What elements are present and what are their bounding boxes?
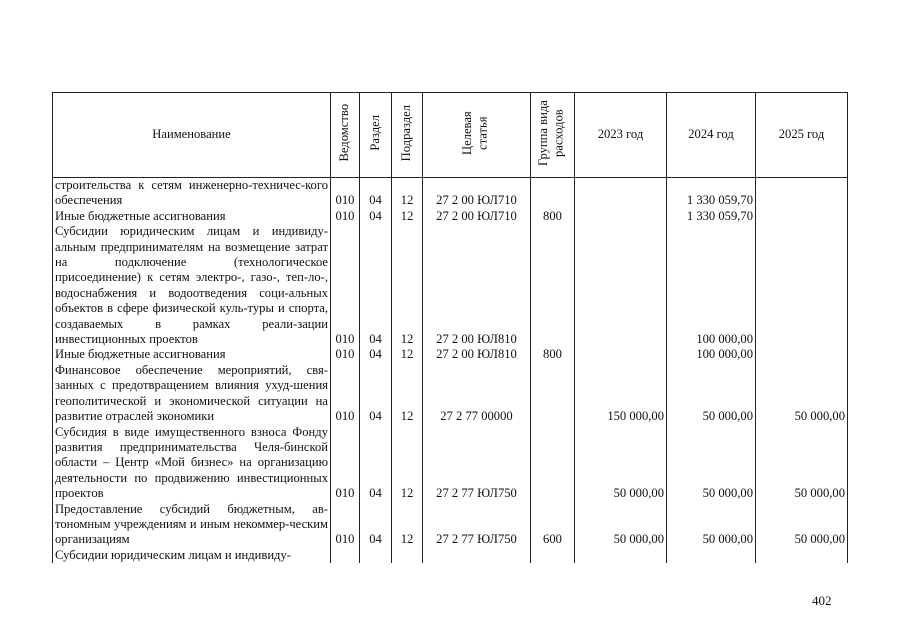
row-name: Финансовое обеспечение мероприятий, свя-занных с предотвращением влияния ухуд-шения геополитической и экономической ситуации на развитие отраслей экономики	[53, 363, 331, 425]
row-2023	[575, 347, 667, 362]
row-target: 27 2 77 ЮЛ750	[423, 502, 531, 548]
header-2024: 2024 год	[667, 93, 756, 178]
row-section: 04	[360, 178, 392, 209]
header-name: Наименование	[53, 93, 331, 178]
header-2025: 2025 год	[756, 93, 848, 178]
row-dept: 010	[331, 178, 360, 209]
row-subsection: 12	[392, 347, 423, 362]
row-2025	[756, 209, 848, 224]
row-section: 04	[360, 224, 392, 347]
row-subsection: 12	[392, 224, 423, 347]
row-2023: 50 000,00	[575, 425, 667, 502]
table-header	[53, 93, 848, 178]
row-name: Иные бюджетные ассигнования	[53, 347, 331, 362]
row-section: 04	[360, 363, 392, 425]
row-dept: 010	[331, 363, 360, 425]
row-group	[531, 363, 575, 425]
row-dept: 010	[331, 209, 360, 224]
row-2023	[575, 178, 667, 209]
row-2025	[756, 224, 848, 347]
row-2023: 50 000,00	[575, 502, 667, 548]
row-target: 27 2 00 ЮЛ710	[423, 209, 531, 224]
row-dept: 010	[331, 425, 360, 502]
row-dept: 010	[331, 347, 360, 362]
row-group	[531, 425, 575, 502]
row-2024: 100 000,00	[667, 347, 756, 362]
row-group	[531, 178, 575, 209]
table-row	[53, 502, 848, 548]
header-subsection: Подраздел	[399, 104, 414, 161]
budget-table	[52, 92, 848, 563]
table-row	[53, 178, 848, 209]
row-2024: 50 000,00	[667, 502, 756, 548]
row-group: 800	[531, 209, 575, 224]
header-section: Раздел	[367, 114, 382, 151]
row-target: 27 2 00 ЮЛ810	[423, 224, 531, 347]
row-target: 27 2 77 00000	[423, 363, 531, 425]
row-group	[531, 548, 575, 563]
row-target	[423, 548, 531, 563]
row-dept: 010	[331, 224, 360, 347]
row-subsection: 12	[392, 209, 423, 224]
table-row	[53, 548, 848, 563]
row-2025	[756, 548, 848, 563]
row-group	[531, 224, 575, 347]
table-row	[53, 224, 848, 347]
row-section	[360, 548, 392, 563]
page-number: 402	[812, 593, 832, 608]
row-name: строительства к сетям инженерно-техничес-кого обеспечения	[53, 178, 331, 209]
row-2024	[667, 548, 756, 563]
table-row	[53, 363, 848, 425]
row-2025: 50 000,00	[756, 425, 848, 502]
row-name: Субсидии юридическим лицам и индивиду-	[53, 548, 331, 563]
row-2024: 50 000,00	[667, 363, 756, 425]
row-dept: 010	[331, 502, 360, 548]
row-section: 04	[360, 502, 392, 548]
row-subsection	[392, 548, 423, 563]
header-dept: Ведомство	[337, 104, 352, 162]
row-name: Субсидии юридическим лицам и индивиду-альным предпринимателям на возмещение затрат на подключение (технологическое присоединение) к сетям электро-, газо-, теп-ло-, водоснабжения и водоотведения соци-альных объектов в сфере физической куль-туры и спорта, создаваемых в рамках реали-зации инвестиционных проектов	[53, 224, 331, 347]
table-row	[53, 209, 848, 224]
row-2023	[575, 209, 667, 224]
row-name: Предоставление субсидий бюджетным, ав-тономным учреждениям и иным некоммер-ческим организациям	[53, 502, 331, 548]
table-row	[53, 347, 848, 362]
row-2025: 50 000,00	[756, 502, 848, 548]
row-2024: 50 000,00	[667, 425, 756, 502]
header-2023: 2023 год	[575, 93, 667, 178]
row-subsection: 12	[392, 425, 423, 502]
row-dept	[331, 548, 360, 563]
row-subsection: 12	[392, 178, 423, 209]
row-2025	[756, 178, 848, 209]
row-2024: 100 000,00	[667, 224, 756, 347]
row-group: 800	[531, 347, 575, 362]
header-target: Целевая статья	[459, 110, 489, 155]
row-target: 27 2 00 ЮЛ810	[423, 347, 531, 362]
row-2024: 1 330 059,70	[667, 209, 756, 224]
row-target: 27 2 77 ЮЛ750	[423, 425, 531, 502]
row-group: 600	[531, 502, 575, 548]
row-section: 04	[360, 209, 392, 224]
row-name: Иные бюджетные ассигнования	[53, 209, 331, 224]
row-subsection: 12	[392, 502, 423, 548]
row-2024: 1 330 059,70	[667, 178, 756, 209]
header-group: Группа вида расходов	[535, 99, 565, 166]
row-2023: 150 000,00	[575, 363, 667, 425]
row-subsection: 12	[392, 363, 423, 425]
row-target: 27 2 00 ЮЛ710	[423, 178, 531, 209]
table-row	[53, 425, 848, 502]
row-2023	[575, 224, 667, 347]
row-section: 04	[360, 347, 392, 362]
row-2025: 50 000,00	[756, 363, 848, 425]
row-2025	[756, 347, 848, 362]
row-section: 04	[360, 425, 392, 502]
row-name: Субсидия в виде имущественного взноса Фонду развития предпринимательства Челя-бинской области – Центр «Мой бизнес» на организацию деятельности по продвижению инвестиционных проектов	[53, 425, 331, 502]
row-2023	[575, 548, 667, 563]
